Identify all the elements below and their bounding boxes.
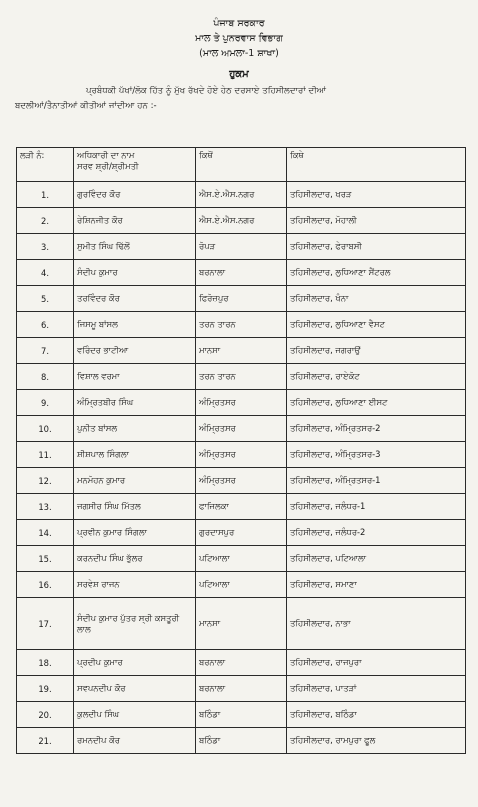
cell-name: ਸਵਪਨਦੀਪ ਕੌਰ: [74, 676, 196, 702]
cell-serial: 11.: [17, 442, 74, 468]
cell-serial: 13.: [17, 494, 74, 520]
cell-name: ਸੁਮੀਤ ਸਿੰਘ ਢਿੱਲੋਂ: [74, 234, 196, 260]
transfer-table: [16, 147, 466, 754]
cell-name: ਕੁਲਦੀਪ ਸਿੰਘ: [74, 702, 196, 728]
table-row: [17, 286, 466, 312]
cell-to: ਤਹਿਸੀਲਦਾਰ, ਰਾਜਪੁਰਾ: [287, 650, 466, 676]
cell-serial: 8.: [17, 364, 74, 390]
cell-to: ਤਹਿਸੀਲਦਾਰ, ਅੰਮ੍ਰਿਤਸਰ-3: [287, 442, 466, 468]
cell-name: ਸੰਦੀਪ ਕੁਮਾਰ ਪੁੱਤਰ ਸ੍ਰੀ ਕਸਤੂਰੀ ਲਾਲ: [74, 598, 196, 650]
cell-to: ਤਹਿਸੀਲਦਾਰ, ਪਾਤੜਾਂ: [287, 676, 466, 702]
header-to: ਕਿਥੇ: [287, 148, 466, 182]
table-row: [17, 312, 466, 338]
cell-serial: 5.: [17, 286, 74, 312]
cell-to: ਤਹਿਸੀਲਦਾਰ, ਫੇਰਾਬਸੀ: [287, 234, 466, 260]
cell-to: ਤਹਿਸੀਲਦਾਰ, ਅੰਮ੍ਰਿਤਸਰ-2: [287, 416, 466, 442]
cell-from: ਮਾਨਸਾ: [196, 338, 287, 364]
table-body: [17, 182, 466, 754]
cell-from: ਤਰਨ ਤਾਰਨ: [196, 364, 287, 390]
cell-from: ਤਰਨ ਤਾਰਨ: [196, 312, 287, 338]
cell-from: ਬਰਨਾਲਾ: [196, 650, 287, 676]
cell-from: ਅੰਮ੍ਰਿਤਸਰ: [196, 390, 287, 416]
cell-to: ਤਹਿਸੀਲਦਾਰ, ਪਟਿਆਲਾ: [287, 546, 466, 572]
table-row: [17, 260, 466, 286]
header-name-line2: ਸਰਵ ਸ਼੍ਰੀ/ਸ਼੍ਰੀਮਤੀ: [77, 161, 139, 171]
cell-serial: 9.: [17, 390, 74, 416]
table-row: [17, 390, 466, 416]
table-row: [17, 234, 466, 260]
cell-name: ਗੁਰਵਿੰਦਰ ਕੌਰ: [74, 182, 196, 208]
cell-serial: 3.: [17, 234, 74, 260]
order-title: ਹੁਕਮ: [229, 69, 249, 80]
cell-serial: 14.: [17, 520, 74, 546]
cell-serial: 16.: [17, 572, 74, 598]
cell-serial: 20.: [17, 702, 74, 728]
cell-from: ਐਸ.ਏ.ਐਸ.ਨਗਰ: [196, 208, 287, 234]
cell-to: ਤਹਿਸੀਲਦਾਰ, ਲੁਧਿਆਣਾ ਸੈਂਟਰਲ: [287, 260, 466, 286]
cell-from: ਬਠਿੰਡਾ: [196, 702, 287, 728]
cell-from: ਫਿਰੋਜ਼ਪੁਰ: [196, 286, 287, 312]
header-serial: ਲੜੀ ਨੰ:: [17, 148, 74, 182]
cell-serial: 2.: [17, 208, 74, 234]
cell-to: ਤਹਿਸੀਲਦਾਰ, ਖਰੜ: [287, 182, 466, 208]
cell-serial: 1.: [17, 182, 74, 208]
cell-from: ਪਟਿਆਲਾ: [196, 546, 287, 572]
cell-name: ਜਿਸਮੂ ਬਾਂਸਲ: [74, 312, 196, 338]
cell-name: ਰਮਨਦੀਪ ਕੌਰ: [74, 728, 196, 754]
cell-to: ਤਹਿਸੀਲਦਾਰ, ਜਗਰਾਉਂ: [287, 338, 466, 364]
cell-to: ਤਹਿਸੀਲਦਾਰ, ਸਮਾਣਾ: [287, 572, 466, 598]
cell-from: ਪਟਿਆਲਾ: [196, 572, 287, 598]
table-row: [17, 442, 466, 468]
cell-to: ਤਹਿਸੀਲਦਾਰ, ਬਠਿੰਡਾ: [287, 702, 466, 728]
cell-to: ਤਹਿਸੀਲਦਾਰ, ਅੰਮ੍ਰਿਤਸਰ-1: [287, 468, 466, 494]
cell-serial: 21.: [17, 728, 74, 754]
intro-line-2: ਬਦਲੀਆਂ/ਤੈਨਾਤੀਆਂ ਕੀਤੀਆਂ ਜਾਂਦੀਆ ਹਨ :-: [15, 101, 157, 111]
table-row: [17, 208, 466, 234]
cell-from: ਬਰਨਾਲਾ: [196, 676, 287, 702]
cell-serial: 15.: [17, 546, 74, 572]
cell-serial: 12.: [17, 468, 74, 494]
cell-name: ਪੁਨੀਤ ਬਾਂਸਲ: [74, 416, 196, 442]
table-row: [17, 572, 466, 598]
cell-from: ਅੰਮ੍ਰਿਤਸਰ: [196, 442, 287, 468]
table-row: [17, 676, 466, 702]
cell-name: ਪ੍ਰਵੀਨ ਕੁਮਾਰ ਸਿੰਗਲਾ: [74, 520, 196, 546]
cell-name: ਵਰਿੰਦਰ ਭਾਟੀਆ: [74, 338, 196, 364]
header-name-line1: ਅਧਿਕਾਰੀ ਦਾ ਨਾਮ: [77, 150, 135, 160]
table-row: [17, 546, 466, 572]
cell-to: ਤਹਿਸੀਲਦਾਰ, ਰਾਮਪੁਰਾ ਫੂਲ: [287, 728, 466, 754]
cell-serial: 17.: [17, 598, 74, 650]
cell-to: ਤਹਿਸੀਲਦਾਰ, ਖੰਨਾ: [287, 286, 466, 312]
cell-to: ਤਹਿਸੀਲਦਾਰ, ਜਲੰਧਰ-2: [287, 520, 466, 546]
cell-name: ਸਰਵੇਸ਼ ਰਾਜਨ: [74, 572, 196, 598]
table-row: [17, 182, 466, 208]
department-name: ਮਾਲ ਤੇ ਪੁਨਰਵਾਸ ਵਿਭਾਗ: [195, 33, 283, 44]
table-row: [17, 338, 466, 364]
table-row: [17, 364, 466, 390]
document-header: [0, 0, 478, 61]
cell-name: ਕਰਨਦੀਪ ਸਿੰਘ ਭੁੱਲਰ: [74, 546, 196, 572]
cell-name: ਮਨਮੋਹਨ ਕੁਮਾਰ: [74, 468, 196, 494]
cell-from: ਐਸ.ਏ.ਐਸ.ਨਗਰ: [196, 182, 287, 208]
cell-name: ਰੇਸ਼ਿਨਜੀਤ ਕੌਰ: [74, 208, 196, 234]
table-row: [17, 468, 466, 494]
table-row: [17, 650, 466, 676]
cell-name: ਪ੍ਰਦੀਪ ਕੁਮਾਰ: [74, 650, 196, 676]
cell-from: ਮਾਨਸਾ: [196, 598, 287, 650]
header-name: [74, 148, 196, 182]
cell-serial: 18.: [17, 650, 74, 676]
table-row: [17, 702, 466, 728]
cell-from: ਗੁਰਦਾਸਪੁਰ: [196, 520, 287, 546]
cell-name: ਸੰਦੀਪ ਕੁਮਾਰ: [74, 260, 196, 286]
government-name: ਪੰਜਾਬ ਸਰਕਾਰ: [213, 18, 265, 29]
cell-serial: 4.: [17, 260, 74, 286]
intro-paragraph: [0, 84, 478, 114]
header-from: ਕਿਥੋਂ: [196, 148, 287, 182]
cell-name: ਵਿਸ਼ਾਲ ਵਰਮਾ: [74, 364, 196, 390]
cell-serial: 7.: [17, 338, 74, 364]
cell-to: ਤਹਿਸੀਲਦਾਰ, ਲੁਧਿਆਣਾ ਈਸਟ: [287, 390, 466, 416]
table-row: [17, 598, 466, 650]
cell-from: ਬਠਿੰਡਾ: [196, 728, 287, 754]
cell-from: ਫਾਜਿਲਕਾ: [196, 494, 287, 520]
cell-from: ਅੰਮ੍ਰਿਤਸਰ: [196, 468, 287, 494]
cell-from: ਅੰਮ੍ਰਿਤਸਰ: [196, 416, 287, 442]
cell-to: ਤਹਿਸੀਲਦਾਰ, ਰਾਏਕੋਟ: [287, 364, 466, 390]
cell-to: ਤਹਿਸੀਲਦਾਰ, ਲੁਧਿਆਣਾ ਵੈਸਟ: [287, 312, 466, 338]
cell-to: ਤਹਿਸੀਲਦਾਰ, ਨਾਭਾ: [287, 598, 466, 650]
intro-line-1: ਪ੍ਰਬੰਧਕੀ ਪੱਖਾਂ/ਲੋਕ ਹਿੱਤ ਨੂੰ ਮੁੱਖ ਰੱਖਦੇ ਹੋਏ ਹੇਠ ਦਰਸਾਏ ਤਹਿਸੀਲਦਾਰਾਂ ਦੀਆਂ: [86, 86, 327, 96]
table-row: [17, 416, 466, 442]
table-row: [17, 520, 466, 546]
cell-from: ਰੋਪੜ: [196, 234, 287, 260]
cell-to: ਤਹਿਸੀਲਦਾਰ, ਜਲੰਧਰ-1: [287, 494, 466, 520]
cell-serial: 6.: [17, 312, 74, 338]
cell-name: ਤਰਵਿੰਦਰ ਕੌਰ: [74, 286, 196, 312]
branch-name: (ਮਾਲ ਅਮਲਾ-1 ਸ਼ਾਖਾ): [199, 48, 279, 59]
cell-name: ਸ਼ੀਸ਼ਪਾਲ ਸਿੰਗਲਾ: [74, 442, 196, 468]
cell-from: ਬਰਨਾਲਾ: [196, 260, 287, 286]
cell-to: ਤਹਿਸੀਲਦਾਰ, ਮੋਹਾਲੀ: [287, 208, 466, 234]
cell-serial: 10.: [17, 416, 74, 442]
cell-name: ਅੰਮ੍ਰਿਤਬੀਰ ਸਿੰਘ: [74, 390, 196, 416]
table-row: [17, 494, 466, 520]
table-header-row: [17, 148, 466, 182]
cell-name: ਜਗਸੀਰ ਸਿੰਘ ਮਿੱਤਲ: [74, 494, 196, 520]
table-row: [17, 728, 466, 754]
cell-serial: 19.: [17, 676, 74, 702]
